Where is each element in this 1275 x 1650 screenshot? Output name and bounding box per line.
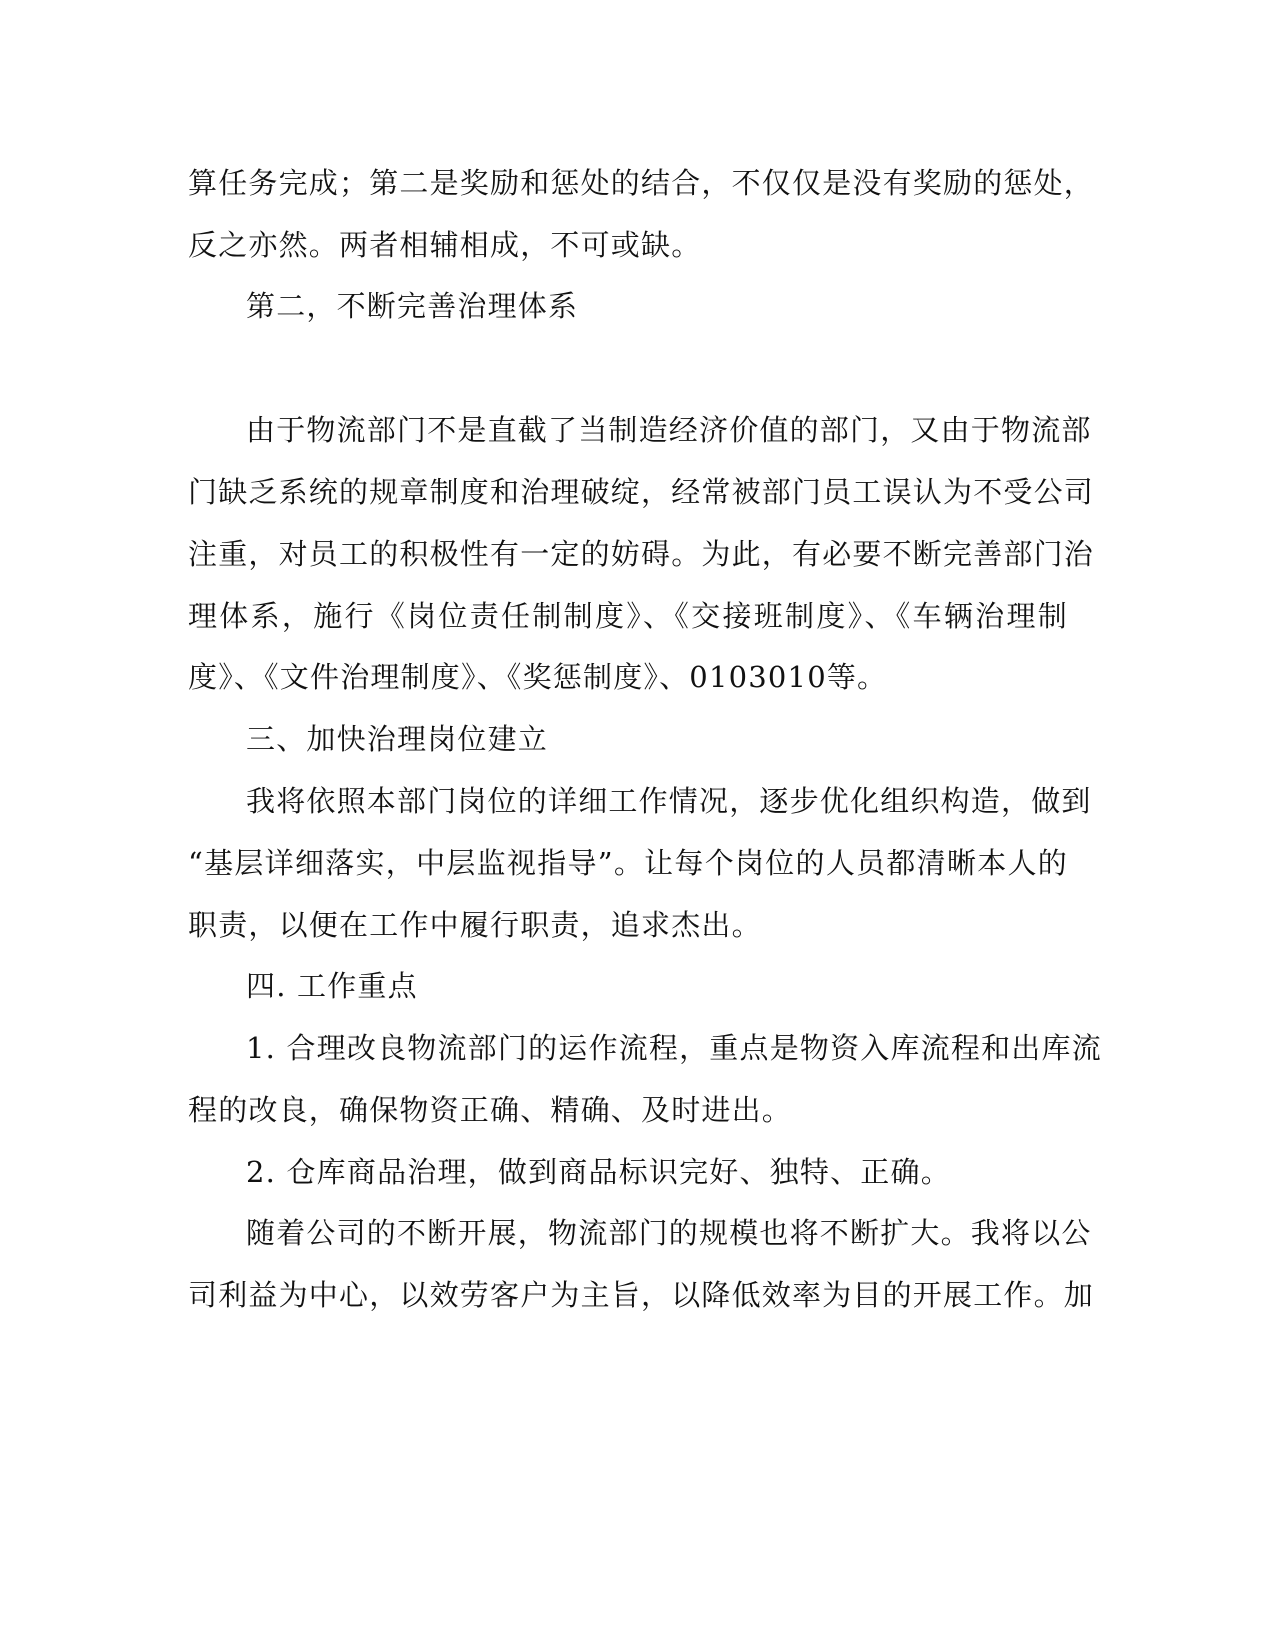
text-line: 程的改良，确保物资正确、精确、及时进出。	[188, 1093, 793, 1127]
text-line: 司利益为中心，以效劳客户为主旨，以降低效率为目的开展工作。加	[188, 1278, 1095, 1312]
text-line: 理体系，施行《岗位责任制制度》、《交接班制度》、《车辆治理制	[188, 599, 1068, 633]
section-heading: 三、加快治理岗位建立	[246, 722, 549, 756]
list-item: 2. 仓库商品治理，做到商品标识完好、独特、正确。	[246, 1155, 951, 1189]
section-heading: 四. 工作重点	[246, 969, 418, 1003]
text-line: “基层详细落实，中层监视指导”。让每个岗位的人员都清晰本人的	[188, 846, 1068, 880]
text-line: 我将依照本部门岗位的详细工作情况，逐步优化组织构造，做到	[246, 784, 1092, 818]
text-line: 门缺乏系统的规章制度和治理破绽，经常被部门员工误认为不受公司	[188, 475, 1095, 509]
text-line: 随着公司的不断开展，物流部门的规模也将不断扩大。我将以公	[246, 1216, 1092, 1250]
text-line: 注重，对员工的积极性有一定的妨碍。为此，有必要不断完善部门治	[188, 537, 1095, 571]
text-line: 度》、《文件治理制度》、《奖惩制度》、0103010等。	[188, 660, 888, 694]
list-item: 1. 合理改良物流部门的运作流程，重点是物资入库流程和出库流	[246, 1031, 1102, 1065]
section-heading: 第二，不断完善治理体系	[246, 289, 579, 323]
text-line: 由于物流部门不是直截了当制造经济价值的部门，又由于物流部	[246, 413, 1092, 447]
text-line: 职责，以便在工作中履行职责，追求杰出。	[188, 908, 762, 942]
text-line: 反之亦然。两者相辅相成，不可或缺。	[188, 228, 702, 262]
text-line: 算任务完成；第二是奖励和惩处的结合，不仅仅是没有奖励的惩处，	[188, 166, 1095, 200]
